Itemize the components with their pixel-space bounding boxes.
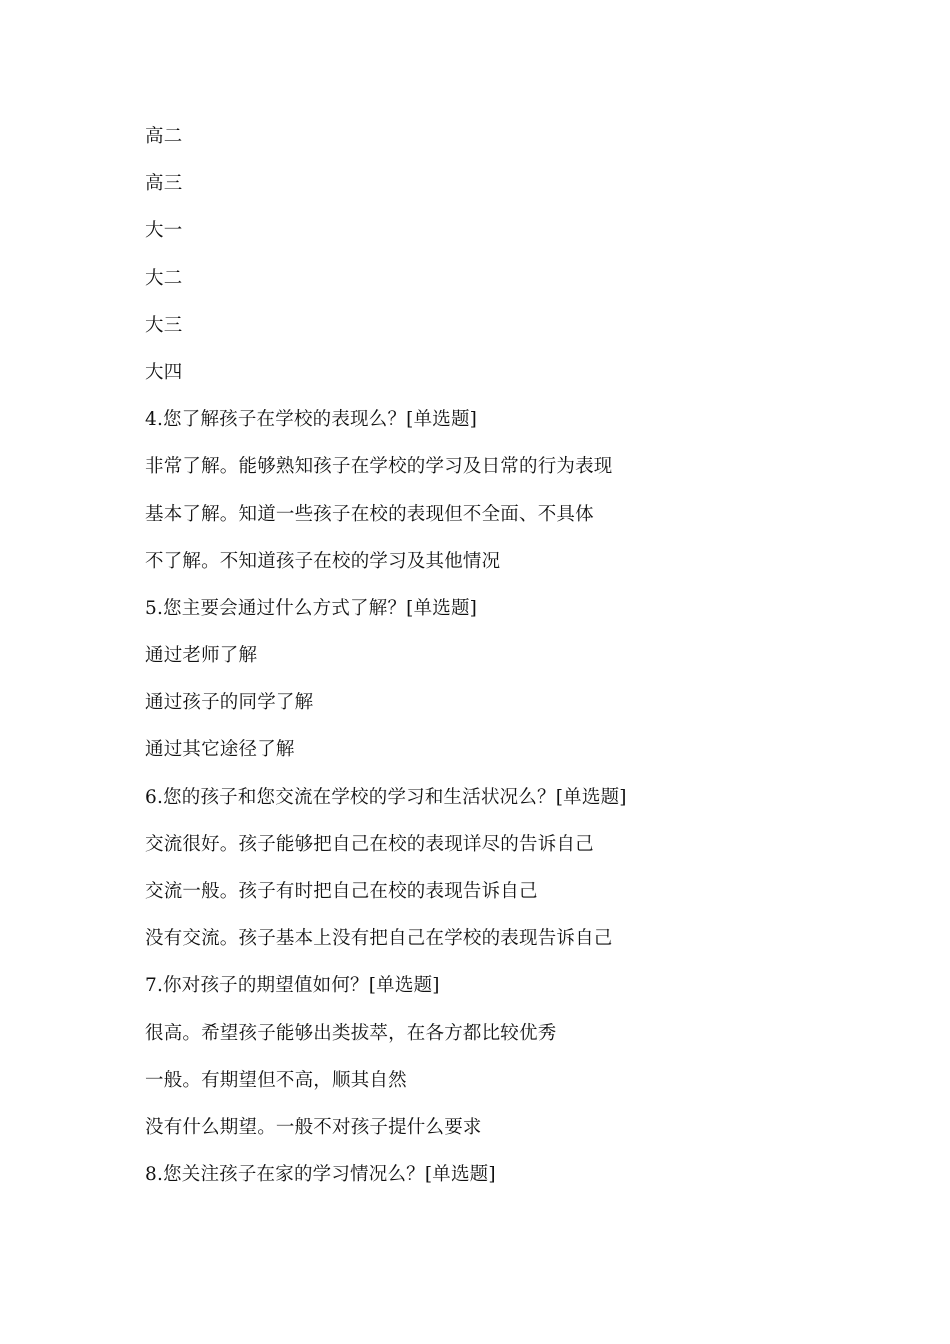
- option-text: 没有什么期望。一般不对孩子提什么要求: [145, 1116, 482, 1138]
- questionnaire-text: [145, 124, 865, 1209]
- option-text: 大一: [145, 220, 183, 242]
- option-text: 通过孩子的同学了解: [145, 692, 314, 714]
- question-heading: 8.您关注孩子在家的学习情况么？[单选题]: [145, 1164, 496, 1186]
- option-text: 不了解。不知道孩子在校的学习及其他情况: [145, 550, 501, 572]
- question-heading: 6.您的孩子和您交流在学校的学习和生活状况么？[单选题]: [145, 786, 627, 808]
- option-text: 通过其它途径了解: [145, 739, 295, 761]
- option-text: 很高。希望孩子能够出类拔萃，在各方都比较优秀: [145, 1022, 557, 1044]
- option-text: 没有交流。孩子基本上没有把自己在学校的表现告诉自己: [145, 928, 613, 950]
- option-text: 大四: [145, 361, 183, 383]
- option-text: 大三: [145, 314, 183, 336]
- option-text: 高二: [145, 126, 183, 147]
- option-text: 高三: [145, 173, 183, 195]
- option-text: 交流一般。孩子有时把自己在校的表现告诉自己: [145, 881, 538, 902]
- question-heading: 4.您了解孩子在学校的表现么？[单选题]: [145, 409, 478, 431]
- option-text: 基本了解。知道一些孩子在校的表现但不全面、不具体: [145, 503, 594, 525]
- option-text: 一般。有期望但不高，顺其自然: [145, 1069, 407, 1091]
- option-text: 通过老师了解: [145, 645, 258, 667]
- question-heading: 5.您主要会通过什么方式了解？[单选题]: [145, 597, 478, 619]
- option-text: 交流很好。孩子能够把自己在校的表现详尽的告诉自己: [145, 833, 594, 855]
- option-text: 非常了解。能够熟知孩子在学校的学习及日常的行为表现: [145, 456, 613, 478]
- option-text: 大二: [145, 267, 183, 289]
- question-heading: 7.你对孩子的期望值如何？[单选题]: [145, 975, 440, 997]
